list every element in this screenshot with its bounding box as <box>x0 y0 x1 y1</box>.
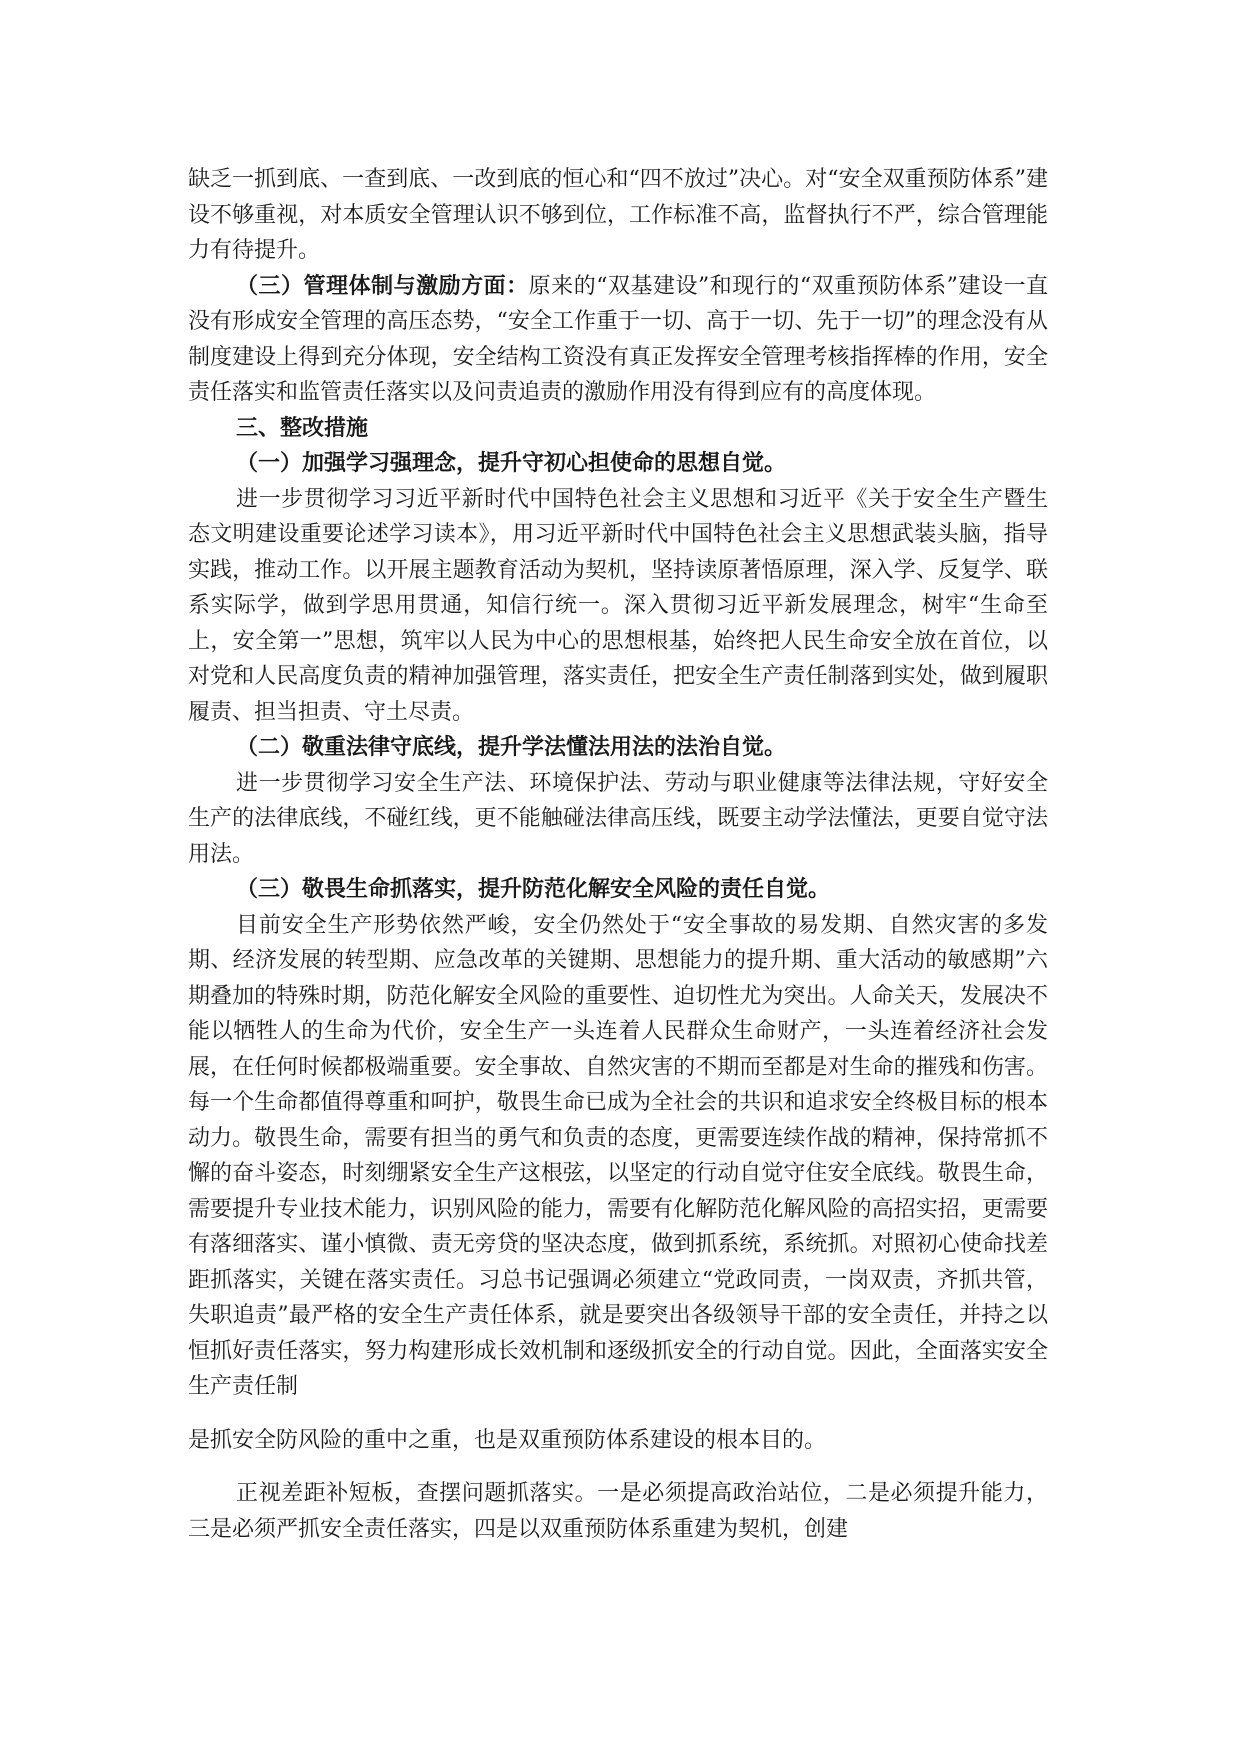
inline-heading-management: （三）管理体制与激励方面： <box>236 273 529 299</box>
paragraph-management-system <box>188 269 1048 411</box>
subheading-law: （二）敬重法律守底线，提升学法懂法用法的法治自觉。 <box>236 735 787 760</box>
document-body <box>188 162 1048 1547</box>
subheading-life: （三）敬畏生命抓落实，提升防范化解安全风险的责任自觉。 <box>236 877 831 902</box>
paragraph-life-end: 是抓安全防风险的重中之重，也是双重预防体系建设的根本目的。 <box>188 1427 827 1453</box>
paragraph-management-text: 原来的“双基建设”和现行的“双重预防体系”建设一直没有形成安全管理的高压态势，“安全工作重于一切、高于一切、先于一切”的理念没有从制度建设上得到充分体现，安全结构工资没有真正发挥安全管理考核指挥棒的作用，安全责任落实和监管责任落实以及问责追责的激励作用没有得到应有的高度体现。 <box>188 273 1048 405</box>
subheading-study: （一）加强学习强理念，提升守初心担使命的思想自觉。 <box>236 451 787 476</box>
paragraph-study: 进一步贯彻学习习近平新时代中国特色社会主义思想和习近平《关于安全生产暨生态文明建设重要论述学习读本》，用习近平新时代中国特色社会主义思想武装头脑，指导实践，推动工作。以开展主题教育活动为契机，坚持读原著悟原理，深入学、反复学、联系实际学，做到学思用贯通，知信行统一。深入贯彻习近平新发展理念，树牢“生命至上，安全第一”思想，筑牢以人民为中心的思想根基，始终把人民生命安全放在首位，以对党和人民高度负责的精神加强管理，落实责任，把安全生产责任制落到实处，做到履职履责、担当担责、守土尽责。 <box>188 486 1048 725</box>
paragraph-shortcomings: 正视差距补短板，查摆问题抓落实。一是必须提高政治站位，二是必须提升能力，三是必须严抓安全责任落实，四是以双重预防体系重建为契机，创建 <box>188 1481 1048 1542</box>
paragraph-life: 目前安全生产形势依然严峻，安全仍然处于“安全事故的易发期、自然灾害的多发期、经济发展的转型期、应急改革的关键期、思想能力的提升期、重大活动的敏感期”六期叠加的特殊时期，防范化解安全风险的重要性、迫切性尤为突出。人命关天，发展决不能以牺牲人的生命为代价，安全生产一头连着人民群众生命财产，一头连着经济社会发展，在任何时候都极端重要。安全事故、自然灾害的不期而至都是对生命的摧残和伤害。每一个生命都值得尊重和呵护，敬畏生命已成为全社会的共识和追求安全终极目标的根本动力。敬畏生命，需要有担当的勇气和负责的态度，更需要连续作战的精神，保持常抓不懈的奋斗姿态，时刻绷紧安全生产这根弦，以坚定的行动自觉守住安全底线。敬畏生命，需要提升专业技术能力，识别风险的能力，需要有化解防范化解风险的高招实招，更需要有落细落实、谨小慎微、责无旁贷的坚决态度，做到抓系统，系统抓。对照初心使命找差距抓落实，关键在落实责任。习总书记强调必须建立“党政同责，一岗双责，齐抓共管，失职追责”最严格的安全生产责任体系，就是要突出各级领导干部的安全责任，并持之以恒抓好责任落实，努力构建形成长效机制和逐级抓安全的行动自觉。因此，全面落实安全生产责任制 <box>188 912 1048 1399</box>
section-heading-rectification: 三、整改措施 <box>236 415 369 441</box>
paragraph-continuation: 缺乏一抓到底、一查到底、一改到底的恒心和“四不放过”决心。对“安全双重预防体系”建设不够重视，对本质安全管理认识不够到位，工作标准不高，监督执行不严，综合管理能力有待提升。 <box>188 167 1048 263</box>
paragraph-law: 进一步贯彻学习安全生产法、环境保护法、劳动与职业健康等法律法规，守好安全生产的法律底线，不碰红线，更不能触碰法律高压线，既要主动学法懂法，更要自觉守法用法。 <box>188 770 1048 867</box>
